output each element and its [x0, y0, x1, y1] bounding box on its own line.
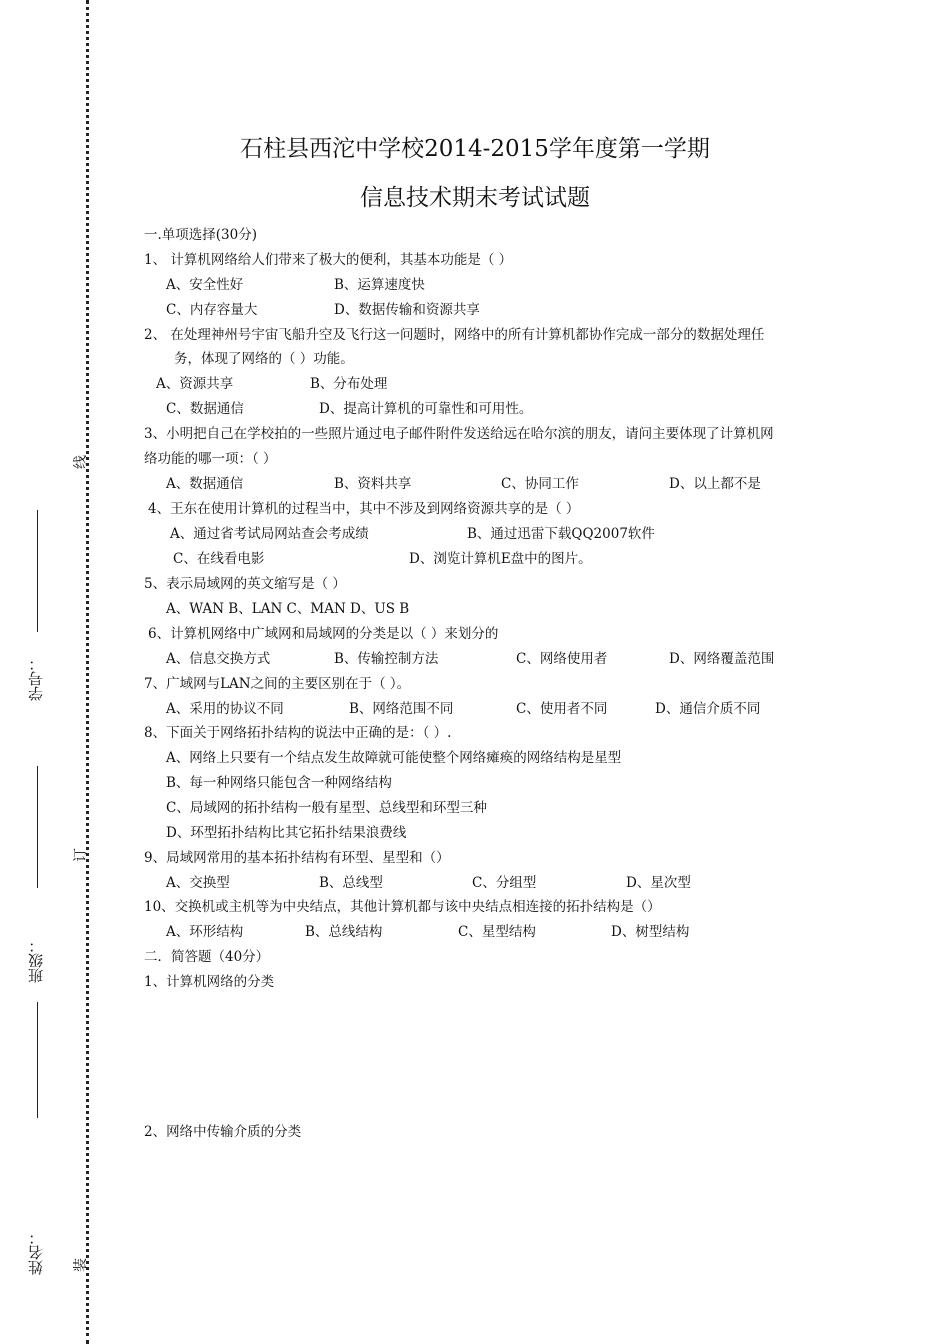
- exam-title-line1: 石柱县西沱中学校2014-2015学年度第一学期: [240, 136, 710, 162]
- q3-stem-line2: 络功能的哪一项：（ ）: [144, 451, 277, 467]
- q4-option-c: C、在线看电影: [173, 551, 265, 567]
- student-no-label: 学号：: [27, 656, 45, 701]
- q8-option-c: C、局域网的拓扑结构一般有星型、总线型和环型三种: [166, 800, 487, 816]
- seal-char-bind: 装: [73, 1258, 89, 1272]
- q9-option-d: D、星次型: [626, 875, 691, 891]
- q6-option-c: C、网络使用者: [516, 651, 608, 667]
- class-underline-2: [37, 1002, 38, 1118]
- q10-option-d: D、树型结构: [611, 924, 690, 940]
- q9-option-a: A、交换型: [166, 875, 230, 891]
- q7-option-b: B、网络范围不同: [349, 701, 454, 717]
- q8-option-d: D、环型拓扑结构比其它拓扑结果浪费线: [166, 825, 407, 841]
- seal-char-order: 订: [73, 848, 89, 862]
- q4-option-b: B、通过迅雷下载QQ2007软件: [467, 526, 655, 542]
- q2-option-d: D、提高计算机的可靠性和可用性。: [319, 401, 533, 417]
- q9-stem: 9、局域网常用的基本拓扑结构有环型、星型和（）: [144, 850, 450, 866]
- q8-option-a: A、网络上只要有一个结点发生故障就可能使整个网络瘫痪的网络结构是星型: [166, 750, 622, 766]
- q2-stem-line2: 务，体现了网络的（ ）功能。: [174, 351, 354, 367]
- q4-stem: 4、王东在使用计算机的过程当中，其中不涉及到网络资源共享的是（ ）: [148, 501, 580, 517]
- class-underline: [37, 766, 38, 888]
- section2-heading: 二．简答题（40分）: [144, 949, 270, 965]
- q1-option-b: B、运算速度快: [334, 277, 425, 293]
- q2-option-b: B、分布处理: [310, 376, 388, 392]
- q1-option-a: A、安全性好: [166, 277, 244, 293]
- q8-stem: 8、下面关于网络拓扑结构的说法中正确的是：（ ）.: [144, 725, 452, 741]
- exam-title-line2: 信息技术期末考试试题: [360, 185, 590, 211]
- q2-stem-line1: 2、 在处理神州号宇宙飞船升空及飞行这一问题时，网络中的所有计算机都协作完成一部分的数据处理任: [144, 327, 765, 343]
- class-label: 班级：: [27, 938, 45, 983]
- q2-option-c: C、数据通信: [166, 401, 244, 417]
- q10-option-a: A、环形结构: [166, 924, 244, 940]
- section2-q2: 2、网络中传输介质的分类: [144, 1124, 302, 1140]
- seal-char-line: 线: [73, 455, 89, 469]
- q7-option-c: C、使用者不同: [516, 701, 608, 717]
- q10-option-c: C、星型结构: [458, 924, 536, 940]
- section2-q1: 1、计算机网络的分类: [144, 974, 275, 990]
- q3-stem-line1: 3、小明把自己在学校拍的一些照片通过电子邮件附件发送给远在哈尔滨的朋友，请问主要体现了计算机网: [144, 426, 774, 442]
- q5-stem: 5、表示局域网的英文缩写是（ ）: [144, 576, 346, 592]
- q7-option-d: D、通信介质不同: [655, 701, 761, 717]
- q10-stem: 10、交换机或主机等为中央结点，其他计算机都与该中央结点相连接的拓扑结构是（）: [144, 899, 661, 915]
- q10-option-b: B、总线结构: [305, 924, 383, 940]
- q3-option-d: D、以上都不是: [669, 476, 761, 492]
- q7-stem: 7、广域网与LAN之间的主要区别在于（ ）。: [144, 676, 411, 692]
- q3-option-a: A、数据通信: [166, 476, 244, 492]
- q3-option-b: B、资料共享: [334, 476, 412, 492]
- q2-option-a: A、资源共享: [156, 376, 234, 392]
- q6-option-d: D、网络覆盖范围: [669, 651, 775, 667]
- q1-option-c: C、内存容量大: [166, 302, 258, 318]
- q6-option-a: A、信息交换方式: [166, 651, 271, 667]
- q1-option-d: D、数据传输和资源共享: [334, 302, 480, 318]
- q4-option-a: A、通过省考试局网站查会考成绩: [170, 526, 369, 542]
- q9-option-b: B、总线型: [319, 875, 383, 891]
- q4-option-d: D、浏览计算机E盘中的图片。: [409, 551, 592, 567]
- section1-heading: 一.单项选择(30分): [144, 227, 258, 243]
- q6-stem: 6、计算机网络中广域网和局域网的分类是以（ ）来划分的: [148, 626, 499, 642]
- q8-option-b: B、每一种网络只能包含一种网络结构: [166, 775, 392, 791]
- q6-option-b: B、传输控制方法: [334, 651, 439, 667]
- q3-option-c: C、协同工作: [501, 476, 579, 492]
- q9-option-c: C、分组型: [472, 875, 537, 891]
- q5-options: A、WAN B、LAN C、MAN D、US B: [166, 601, 410, 617]
- student-no-underline: [37, 510, 38, 632]
- q7-option-a: A、采用的协议不同: [166, 701, 284, 717]
- name-label: 姓名：: [27, 1230, 45, 1275]
- q1-stem: 1、 计算机网络给人们带来了极大的便利，其基本功能是（ ）: [144, 252, 513, 268]
